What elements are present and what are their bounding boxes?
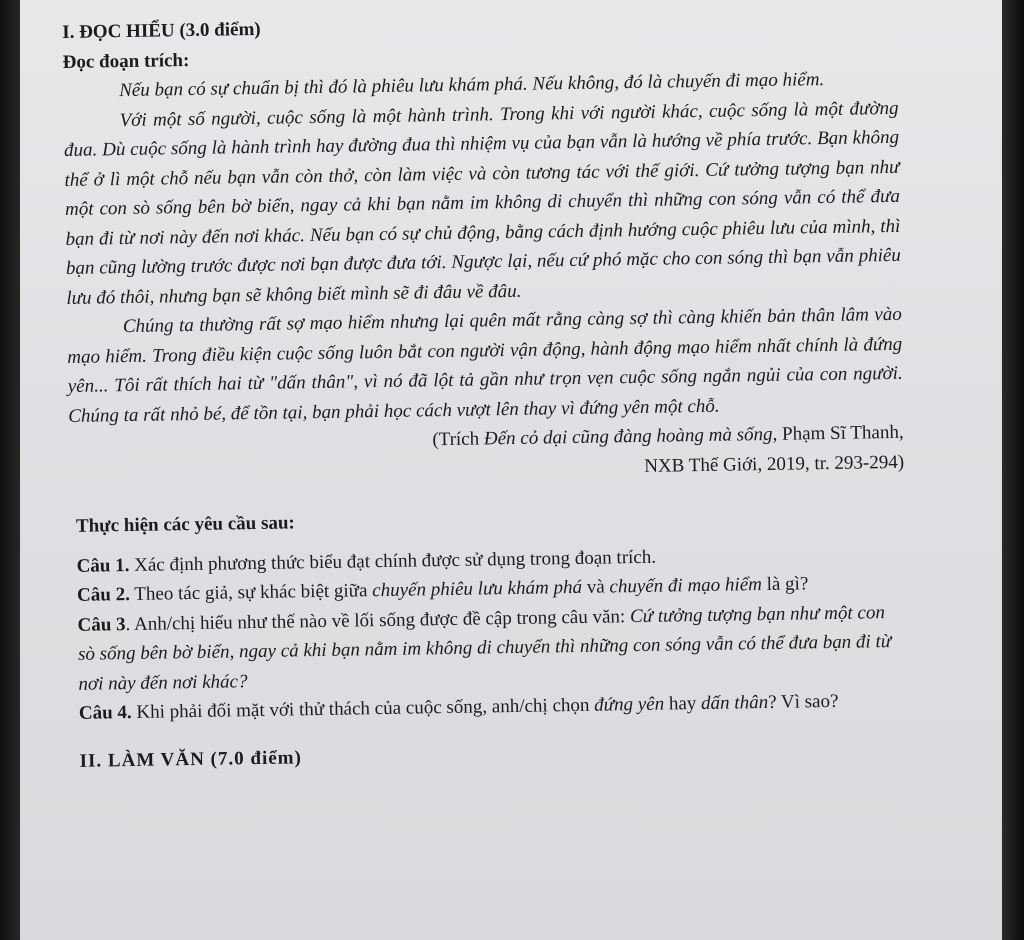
exam-page (62, 5, 909, 776)
section-heading-reading: I. ĐỌC HIỂU (3.0 điểm) (62, 18, 261, 43)
dark-border-left (0, 0, 20, 940)
question-4-italic-a: đứng yên (594, 693, 665, 716)
question-3 (77, 597, 907, 699)
question-4-italic-b: dấn thân (700, 691, 769, 715)
question-3-italic-a: Cứ tưởng tượng bạn như một con sò sống bên bờ biển, ngay cả khi bạn nằm im không di chuyển thì những con sóng vẫn có thể đưa bạn đi từ nơi này đến nơi khác? (77, 601, 892, 695)
question-4-text-c: ? Vì sao? (767, 690, 839, 713)
question-2-text-c: là gì? (761, 573, 809, 596)
paper-sheet (20, 0, 1002, 940)
dark-border-right (1002, 0, 1024, 940)
question-2-text-b: và (581, 576, 610, 598)
question-4-label: Câu 4. (78, 701, 132, 724)
question-2-italic-a: chuyến phiêu lưu khám phá (372, 576, 583, 602)
source-publisher: NXB Thế Giới, 2019, tr. 293-294) (644, 451, 905, 477)
question-3-text-a: . Anh/chị hiểu như thế nào về lối sống được đề cập trong câu văn: (125, 605, 631, 635)
excerpt-label: Đọc đoạn trích: (62, 49, 190, 73)
question-4-text-b: hay (663, 693, 702, 715)
tasks-title: Thực hiện các yêu cầu sau: (75, 512, 295, 537)
question-4-text-a: Khi phải đối mặt với thử thách của cuộc sống, anh/chị chọn (131, 694, 595, 723)
question-2-text-a: Theo tác giả, sự khác biệt giữa (129, 580, 373, 606)
question-2-label: Câu 2. (76, 584, 131, 606)
excerpt-paragraph-1: Nếu bạn có sự chuẩn bị thì đó là phiêu lưu khám phá. Nếu không, đó là chuyến đi mạo hiểm. (118, 69, 825, 102)
source-prefix: (Trích (432, 428, 485, 451)
excerpt-paragraph-2: Với một số người, cuộc sống là một hành trình. Trong khi với người khác, cuộc sống là một đường đua. Dù cuộc sống là hành trình hay đường đua thì nhiệm vụ của bạn vẫn là hướng về phía trước. Bạn không thể ở lì một chỗ nếu bạn vẫn còn thở, còn làm việc và còn tương tác với thế giới. Cứ tưởng tượng bạn như một con sò sống bên bờ biển, ngay cả khi bạn nằm im không di chuyển thì những con sóng vẫn có thể đưa bạn đi từ nơi này đến nơi khác. Nếu bạn có sự chủ động, bằng cách định hướng cuộc phiêu lưu của mình, thì bạn cũng lường trước được nơi bạn được đưa tới. Ngược lại, nếu cứ phó mặc cho con sóng thì bạn vẫn phiêu lưu đó thôi, nhưng bạn sẽ không biết mình sẽ đi đâu về đâu. (63, 97, 901, 309)
question-2-italic-b: chuyến đi mạo hiểm (609, 574, 763, 598)
section-heading-writing: II. LÀM VĂN (7.0 điểm) (79, 746, 303, 772)
source-author: , Phạm Sĩ Thanh, (772, 421, 904, 445)
question-3-label: Câu 3 (77, 613, 126, 636)
excerpt-paragraph-3: Chúng ta thường rất sợ mạo hiểm nhưng lại quên mất rằng càng sợ thì càng khiến bản thân lâm vào mạo hiểm. Trong điều kiện cuộc sống luôn bắt con người vận động, hành động mạo hiểm nhất chính là đứng yên... Tôi rất thích hai từ "dấn thân", vì nó đã lột tả gần như trọn vẹn cuộc sống ngắn ngủi của con người. Chúng ta rất nhỏ bé, để tồn tại, bạn phải học cách vượt lên thay vì đứng yên một chỗ. (67, 303, 903, 427)
question-1-text: Xác định phương thức biểu đạt chính được sử dụng trong đoạn trích. (129, 546, 657, 576)
source-book-title: Đến cỏ dại cũng đàng hoàng mà sống (483, 423, 773, 450)
question-1-label: Câu 1. (76, 554, 130, 577)
